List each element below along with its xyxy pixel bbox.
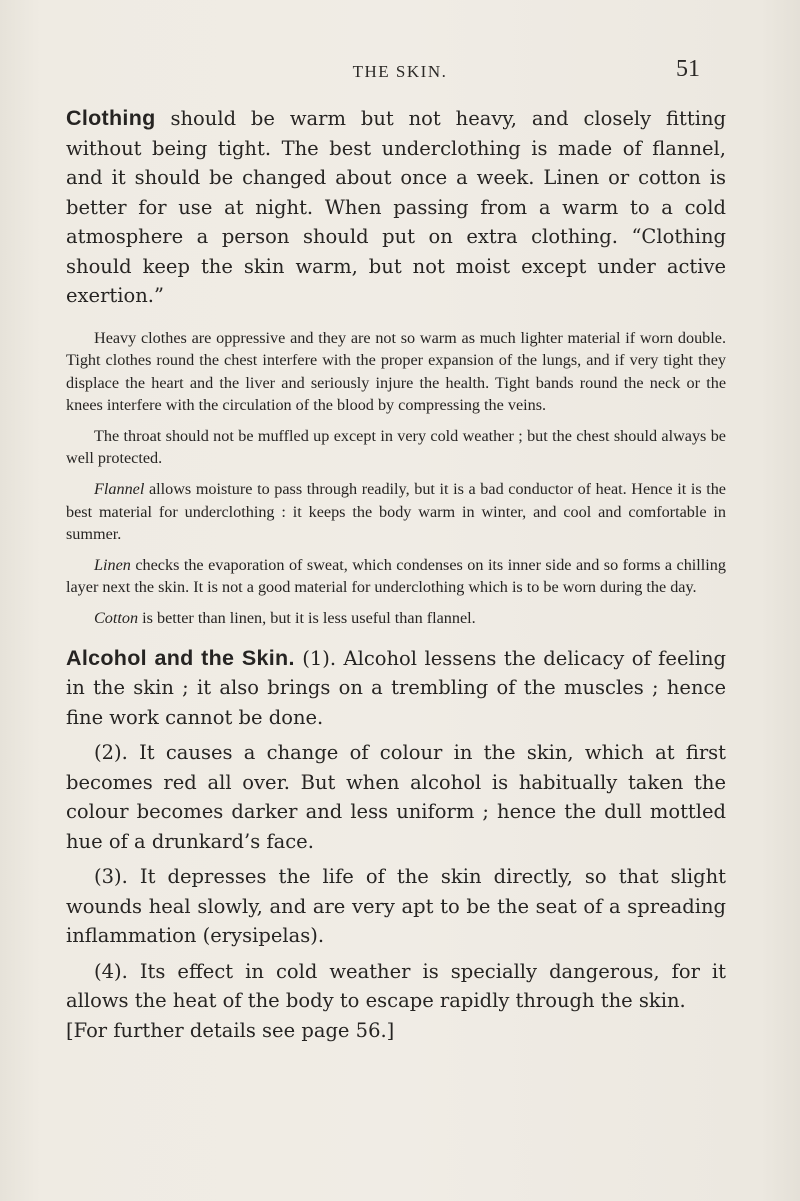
clothing-heading: Clothing [66,106,156,130]
alcohol-point-2-number: (2). [94,741,128,765]
alcohol-point-3-text: It depresses the life of the skin directly, so that slight wounds heal slowly, and are very apt to be the seat of a spreading inflammation (erysipelas). [66,865,726,948]
alcohol-paragraph-3 [66,862,726,951]
alcohol-heading: Alcohol and the Skin. [66,645,295,670]
cotton-term: Cotton [94,609,139,628]
flannel-term: Flannel [94,480,145,499]
linen-term: Linen [94,555,131,574]
alcohol-paragraph-2 [66,738,726,856]
alcohol-paragraph-4 [66,957,726,1016]
alcohol-point-1-number: (1). [302,646,337,670]
heavy-clothes-paragraph: Heavy clothes are oppressive and they are not so warm as much lighter material if worn double. Tight clothes round the chest interfere with the proper expansion of the lungs, and if very tight they displace the heart and the liver and seriously injure the health. Tight bands round the neck or the knees interfere with the circulation of the blood by compressing the veins. [66,328,726,415]
alcohol-point-3-number: (3). [94,865,128,889]
alcohol-point-1-text: Alcohol lessens the delicacy of feeling in the skin ; it also brings on a trembling of the muscles ; hence fine work cannot be done. [66,646,726,729]
throat-paragraph: The throat should not be muffled up except in very cold weather ; but the chest should always be well protected. [66,426,726,468]
flannel-paragraph [66,478,726,546]
flannel-text: allows moisture to pass through readily, but it is a bad conductor of heat. Hence it is the best material for underclothing : it keeps the body warm in winter, and cool and comfortable in summer. [66,480,726,544]
cross-reference-note: [For further details see page 56.] [66,1018,395,1042]
running-title: THE SKIN. [352,62,448,81]
alcohol-paragraph-1 [66,644,726,733]
alcohol-point-4-text: Its effect in cold weather is specially dangerous, for it allows the heat of the body to escape rapidly through the skin. [66,959,726,1013]
linen-text: checks the evaporation of sweat, which condenses on its inner side and so forms a chilling layer next the skin. It is not a good material for underclothing which is to be worn during the day. [66,555,726,597]
clothing-paragraph [66,104,726,311]
cotton-paragraph [66,607,726,630]
alcohol-point-4-number: (4). [94,959,128,983]
page-number: 51 [676,56,700,82]
clothing-body: should be warm but not heavy, and closely fitting without being tight. The best underclothing is made of flannel, and it should be changed about once a week. Linen or cotton is better for use at night. When passing from a warm to a cold atmosphere a person should put on extra clothing. “Clothing should keep the skin warm, but not moist except under active exertion.” [66,107,726,307]
page-body [66,104,726,1045]
cotton-text: is better than linen, but it is less useful than flannel. [138,609,476,628]
alcohol-point-2-text: It causes a change of colour in the skin, which at first becomes red all over. But when alcohol is habitually taken the colour becomes darker and less uniform ; hence the dull mottled hue of a drunkard’s face. [66,741,726,853]
linen-paragraph [66,554,726,599]
